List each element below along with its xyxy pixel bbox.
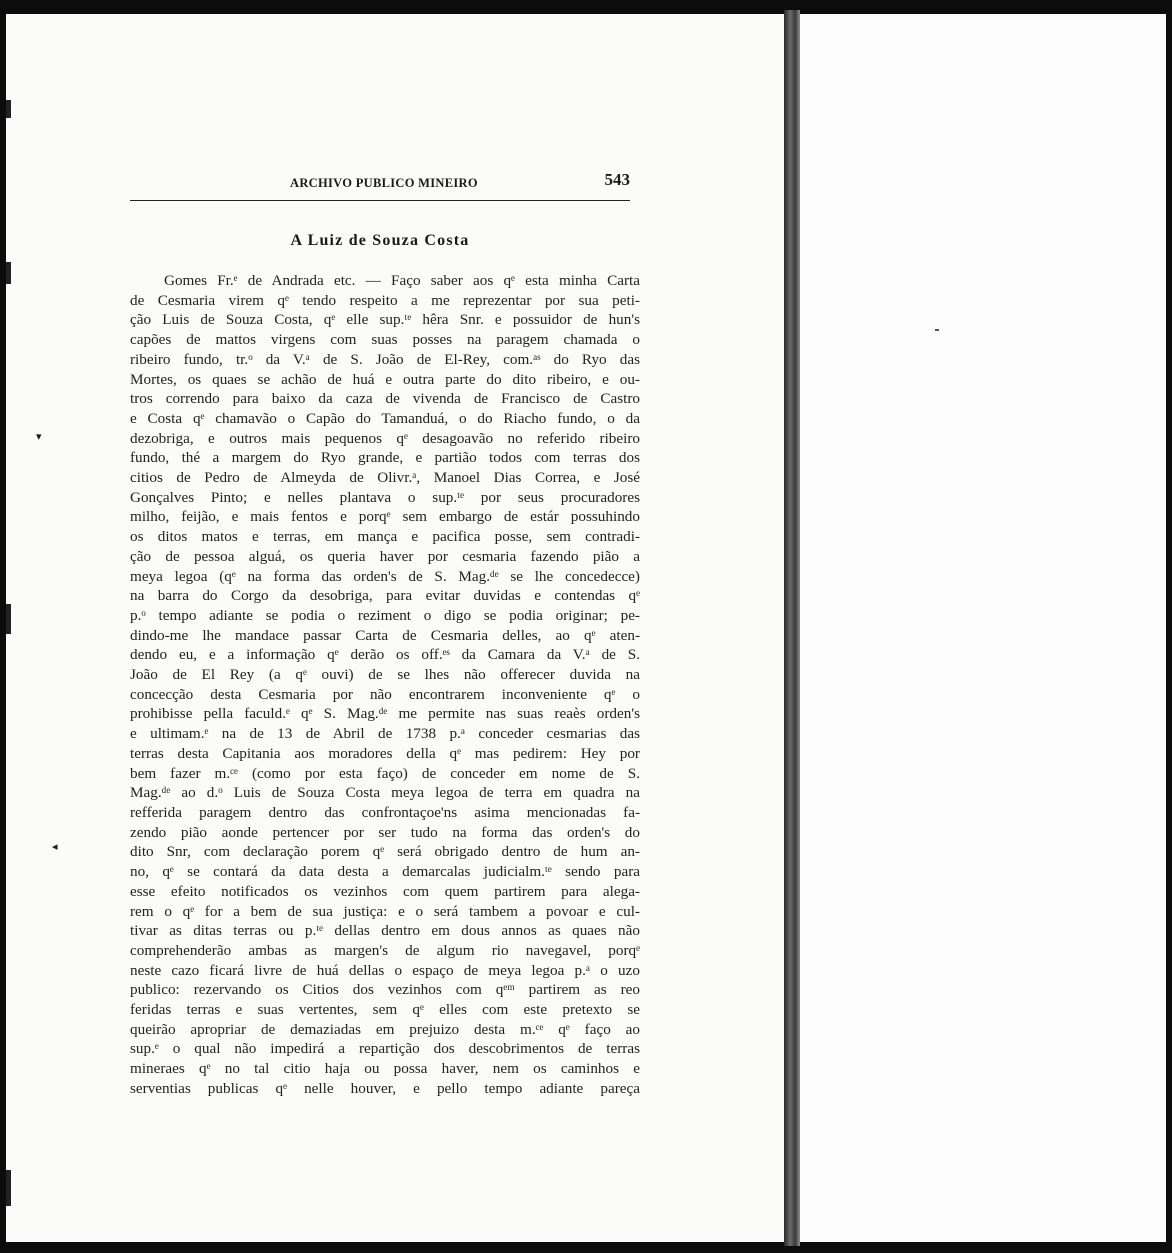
text-line: serventias publicas qᵉ nelle houver, e pello tempo adiante pareça (130, 1079, 640, 1097)
text-line: Gomes Fr.ᵉ de Andrada etc. — Faço saber aos qᵉ esta minha Carta (164, 272, 640, 289)
text-line: bem fazer m.ᶜᵉ (como por esta faço) de conceder em nome de S. (130, 764, 640, 782)
margin-arrow-icon: ▾ (36, 431, 42, 443)
text-line: neste cazo ficará livre de huá dellas o espaço de meya legoa p.ᵃ o uzo (130, 961, 640, 979)
page-edge-mark (6, 262, 11, 284)
text-line: Mortes, os quaes se achão de huá e outra parte do dito ribeiro, e ou- (130, 370, 640, 388)
text-line: milho, feijão, e mais fentos e porqᵉ sem embargo de estár possuhindo (130, 508, 640, 526)
text-line: fundo, thé a margem do Ryo grande, e partião todos com terras dos (130, 449, 640, 467)
text-line: de Cesmaria virem qᵉ tendo respeito a me reprezentar por sua peti- (130, 291, 640, 309)
text-line: e Costa qᵉ chamavão o Capão do Tamanduá, o do Riacho fundo, o da (130, 409, 640, 427)
dust-speck (935, 329, 939, 331)
text-line: prohibisse pella faculd.ᵉ qᵉ S. Mag.ᵈᵉ me permite nas suas reaès orden's (130, 705, 640, 723)
page-edge-mark (6, 604, 11, 634)
text-line: capões de mattos virgens com suas posses na paragem chamada o (130, 331, 640, 349)
text-line: rem o qᵉ for a bem de sua justiça: e o será tambem a povoar e cul- (130, 902, 640, 920)
right-page (800, 14, 1166, 1242)
running-header (130, 168, 630, 201)
text-line: Gonçalves Pinto; e nelles plantava o sup.ᵗᵉ por seus procuradores (130, 488, 640, 506)
text-line: dezobriga, e outros mais pequenos qᵉ desagoavão no referido ribeiro (130, 429, 640, 447)
text-line: sup.ᵉ o qual não impedirá a repartição dos descobrimentos de terras (130, 1040, 640, 1058)
text-line: p.ᵒ tempo adiante se podia o reziment o digo se podia originar; pe- (130, 606, 640, 624)
page-number: 543 (604, 170, 630, 189)
text-line: João de El Rey (a qᵉ ouvi) de se lhes não offerecer duvida na (130, 666, 640, 684)
text-line: os ditos matos e terras, em mança e pacifica posse, sem contradi- (130, 528, 640, 546)
text-line: ção Luis de Souza Costa, qᵉ elle sup.ᵗᵉ hêra Snr. e possuidor de hun's (130, 311, 640, 329)
text-line: e ultimam.ᵉ na de 13 de Abril de 1738 p.ᵃ conceder cesmarias das (130, 725, 640, 743)
margin-arrow-icon: ◂ (52, 841, 58, 853)
text-line: ção de pessoa alguá, os queria haver por cesmaria fazendo pião a (130, 547, 640, 565)
text-line: feridas terras e suas vertentes, sem qᵉ elles com este pretexto se (130, 1001, 640, 1019)
text-line: meya legoa (qᵉ na forma das orden's de S. Mag.ᵈᵉ se lhe concedecce) (130, 567, 640, 585)
document-heading: A Luiz de Souza Costa (290, 232, 470, 249)
text-line: tros correndo para baixo da caza de vivenda de Francisco de Castro (130, 390, 640, 408)
text-line: zendo pião aonde pertencer por ser tudo na forma das orden's do (130, 823, 640, 841)
text-line: concecção desta Cesmaria por não encontrarem inconveniente qᵉ o (130, 685, 640, 703)
text-line: queirão apropriar de demaziadas em prejuizo desta m.ᶜᵉ qᵉ faço ao (130, 1020, 640, 1038)
running-title: ARCHIVO PUBLICO MINEIRO (290, 176, 478, 190)
text-line: terras desta Capitania aos moradores della qᵉ mas pedirem: Hey por (130, 744, 640, 762)
page-edge-mark (6, 1170, 11, 1206)
text-line: dendo eu, e a informação qᵉ derão os off.ᵉˢ da Camara da V.ᵃ de S. (130, 646, 640, 664)
page-edge-mark (6, 100, 11, 118)
text-line: citios de Pedro de Almeyda de Olivr.ᵃ, Manoel Dias Correa, e José (130, 469, 640, 487)
text-line: Mag.ᵈᵉ ao d.ᵒ Luis de Souza Costa meya legoa de terra em quadra na (130, 784, 640, 802)
text-line: dindo-me lhe mandace passar Carta de Cesmaria delles, ao qᵉ aten- (130, 626, 640, 644)
text-line: na barra do Corgo da desobriga, para evitar duvidas e contendas qᵉ (130, 587, 640, 605)
text-line: comprehenderão ambas as margen's de algum rio navegavel, porqᵉ (130, 941, 640, 959)
document-body (130, 271, 640, 1099)
book-gutter (784, 10, 800, 1246)
text-line: tivar as ditas terras ou p.ᵗᵉ dellas dentro em dous annos as quaes não (130, 922, 640, 940)
text-line: refferida paragem dentro das confrontaçoe'ns asima mencionadas fa- (130, 803, 640, 821)
text-line: no, qᵉ se contará da data desta a demarcalas judicialm.ᵗᵉ sendo para (130, 863, 640, 881)
text-line: mineraes qᵉ no tal citio haja ou possa haver, nem os caminhos e (130, 1060, 640, 1078)
text-line: publico: rezervando os Citios dos vezinhos com qᵉᵐ partirem as reo (130, 981, 640, 999)
text-line: dito Snr, com declaração porem qᵉ será obrigado dentro de hum an- (130, 843, 640, 861)
text-line: esse efeito notificados os vezinhos com quem partirem para alega- (130, 882, 640, 900)
text-line: ribeiro fundo, tr.ᵒ da V.ᵃ de S. João de El-Rey, com.ᵃˢ do Ryo das (130, 350, 640, 368)
